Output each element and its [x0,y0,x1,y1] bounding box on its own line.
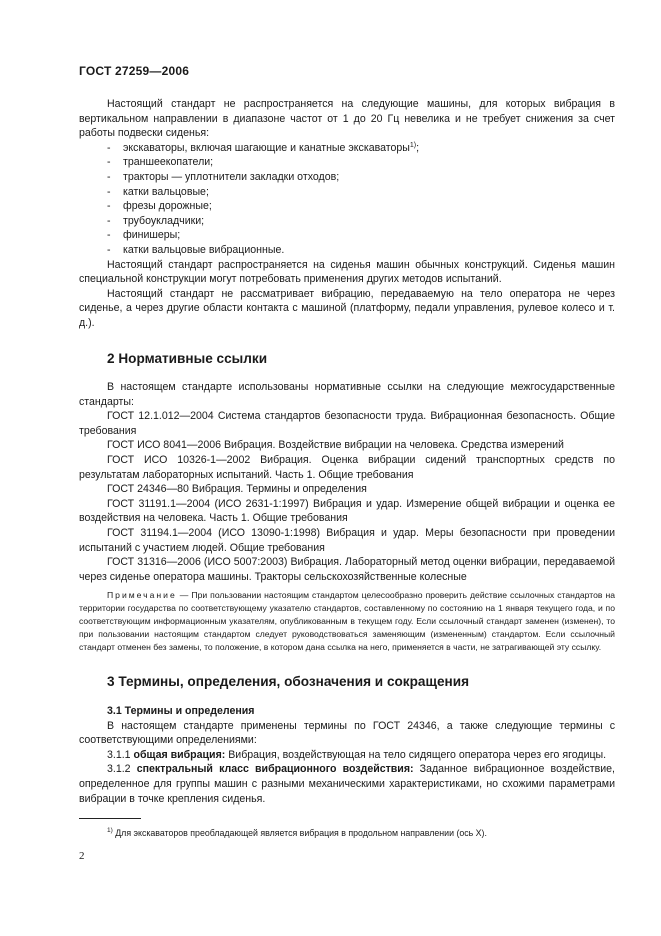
list-dash: - [107,170,111,183]
list-item: - катки вальцовые вибрационные. [107,243,285,256]
reference-item: ГОСТ 31191.1—2004 (ИСО 2631-1:1997) Вибрация и удар. Измерение общей вибрации и оценка ее воздействия на человека. Часть 1. Общие требования [79,497,615,525]
list-item: - финишеры; [107,229,181,242]
list-item: - тракторы — уплотнители закладки отходов; [107,170,340,183]
footnote: $^{1)}$ Для экскаваторов преобладающей является вибрация в продольном направлении (ось X). [107,827,487,838]
section-heading: 3 Термины, определения, обозначения и сокращения [107,674,470,690]
subsection-heading: 3.1 Термины и определения [107,705,255,717]
list-item: - фрезы дорожные; [107,200,212,213]
reference-item: ГОСТ 31194.1—2004 (ИСО 13090-1:1998) Вибрация и удар. Меры безопасности при проведении испытаний с участием людей. Общие требования [79,527,615,554]
reference-item: ГОСТ ИСО 10326-1—2002 Вибрация. Оценка вибрации сидений транспортных средств по результатам лабораторных испытаний. Часть 1. Общие требования [79,454,615,481]
term-definition: 3.1.2 спектральный класс вибрационного воздействия: Заданное вибрационное воздействие, определенное для группы машин с разными механическими характеристиками, но схожими параметрами вибрации в точке крепления сиденья. [79,763,615,805]
reference-item: ГОСТ 31316—2006 (ИСО 5007:2003) Вибрация. Лабораторный метод оценки вибрации, передаваемой через сиденье оператора машины. Тракторы сельскохозяйственные колесные [79,556,615,583]
list-dash: - [107,141,111,154]
terms-intro: В настоящем стандарте применены термины по ГОСТ 24346, а также следующие термины с соответствующими определениями: [79,719,615,747]
note [79,589,615,654]
list-item: - траншеекопатели; [107,156,214,169]
footnote-ref: 1) [409,141,417,149]
scope-paragraph: Настоящий стандарт не распространяется на следующие машины, для которых вибрация в вертикальном направлении в диапазоне частот от 1 до 20 Гц невелика и не требует снижения за счет работы подвески сиденья: [79,98,615,140]
document-header: ГОСТ 27259—2006 [79,64,190,78]
note-text: — При пользовании настоящим стандартом целесообразно проверить действие ссылочных стандартов на территории государства по соответствующему указателю стандартов, составленному по состоянию на 1 января текущего года, и по соответствующим информационным указателям, опубликованным в текущем году. Если ссылочный стандарт заменен (изменен), то при пользовании настоящим стандартом следует руководствоваться заменяющим (измененным) стандартом. Если ссылочный стандарт отменен без замены, то положение, в котором дана ссылка на него, применяется в части, не затрагивающей эту ссылку. [79,590,615,653]
list-dash: - [107,185,111,198]
list-dash: - [107,243,111,256]
list-item: - экскаваторы, включая шагающие и канатные экскаваторы$^{1)}$; [107,141,420,154]
list-dash: - [107,214,111,227]
list-item: - трубоукладчики; [107,214,205,227]
main-text [79,97,615,806]
section-heading: 2 Нормативные ссылки [107,350,268,366]
list-item: - катки вальцовые; [107,185,209,198]
references-intro: В настоящем стандарте использованы нормативные ссылки на следующие межгосударственные стандарты: [79,381,615,408]
scope-paragraph: Настоящий стандарт не рассматривает вибрацию, передаваемую на тело оператора не через сиденье, а через другие области контакта с машиной (платформу, педали управления, рулевое колесо и т. д.). [79,287,615,329]
reference-item: ГОСТ 24346—80 Вибрация. Термины и определения [107,483,367,496]
page-number: 2 [79,850,85,862]
list-dash: - [107,156,111,169]
reference-item: ГОСТ ИСО 8041—2006 Вибрация. Воздействие вибрации на человека. Средства измерений [107,439,564,452]
footnote-mark: 1) [107,827,113,834]
footnote-divider [79,818,141,819]
reference-item: ГОСТ 12.1.012—2004 Система стандартов безопасности труда. Вибрационная безопасность. Общие требования [79,410,615,437]
scope-paragraph: Настоящий стандарт распространяется на сиденья машин обычных конструкций. Сиденья машин специальной конструкции могут потребовать применения других методов испытаний. [79,258,615,286]
term-definition: 3.1.1 общая вибрация: Вибрация, воздействующая на тело сидящего оператора через его ягодицы. [107,748,607,761]
note-label: Примечание [107,590,177,601]
list-dash: - [107,200,111,213]
term-name: общая вибрация: [133,748,226,761]
term-name: спектральный класс вибрационного воздействия: [136,763,414,776]
list-dash: - [107,229,111,242]
